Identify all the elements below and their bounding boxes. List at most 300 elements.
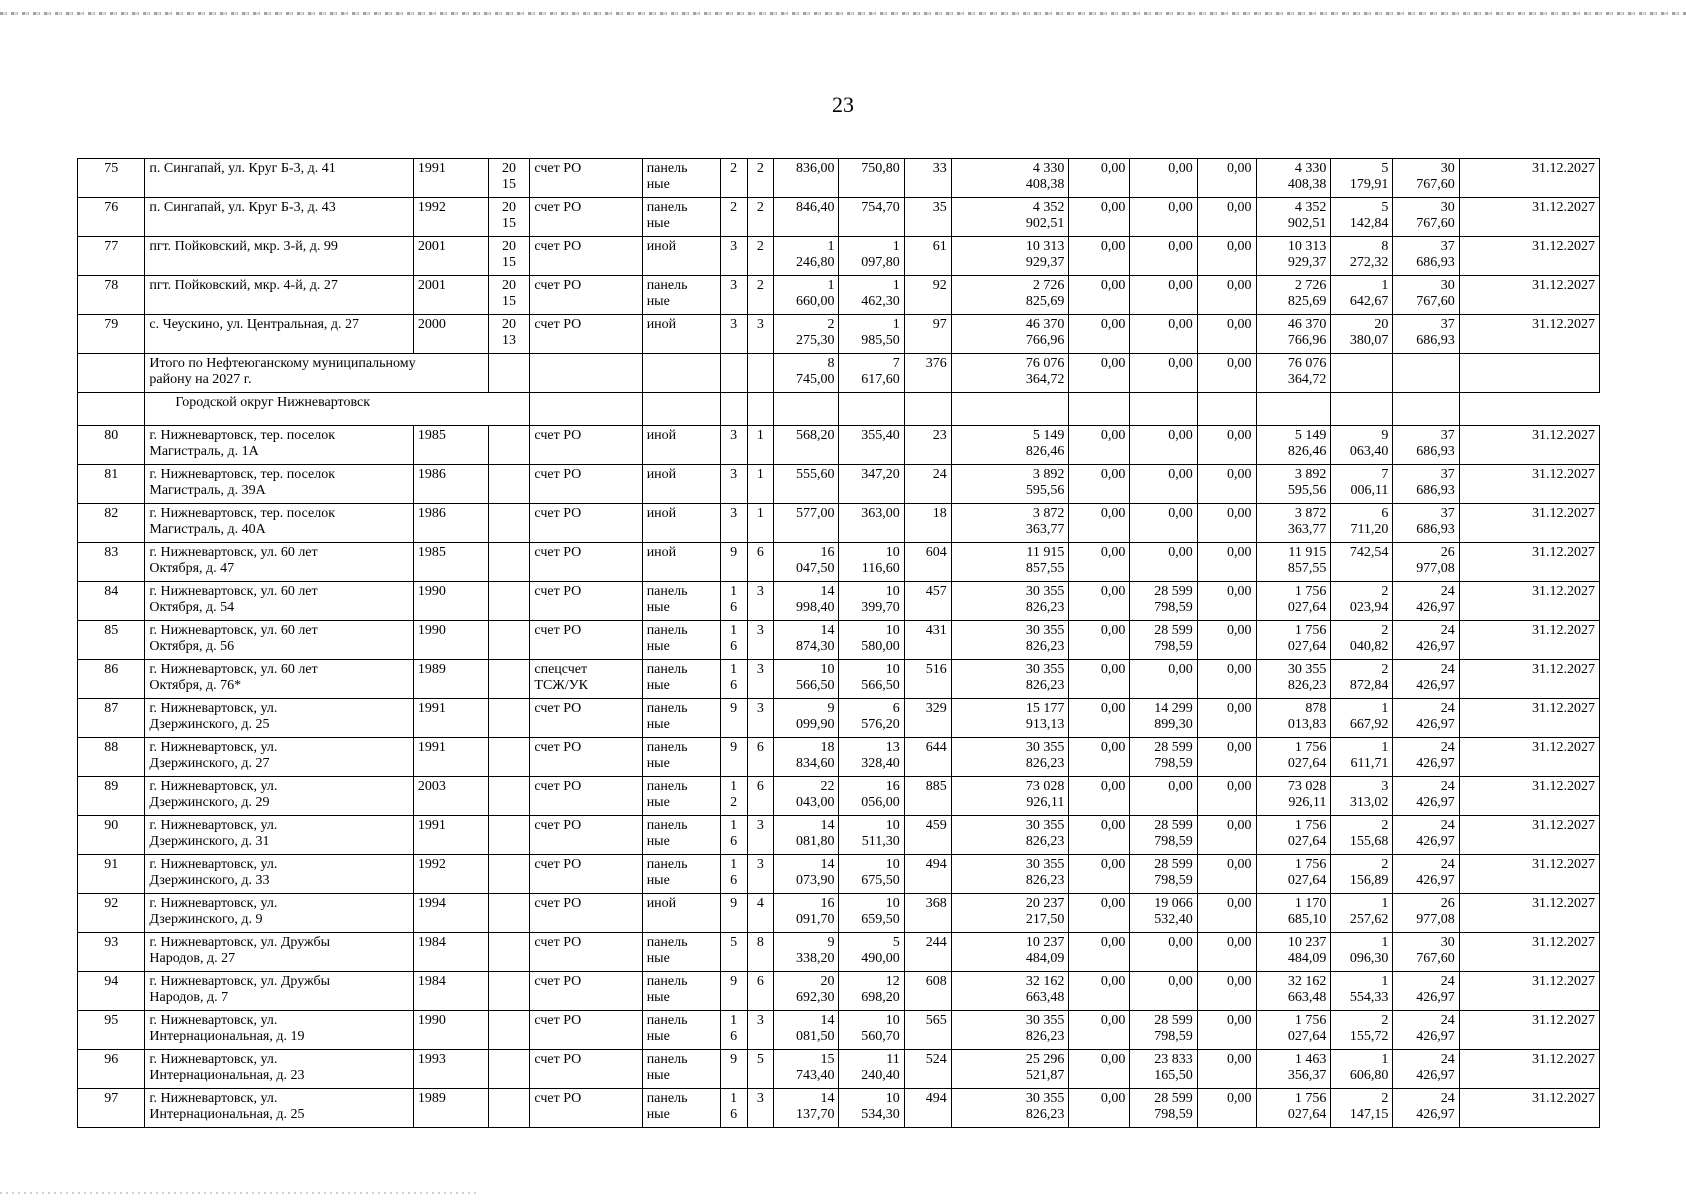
cell-entrances: 1 xyxy=(747,465,774,504)
cell-cost-total: 3 872 363,77 xyxy=(951,504,1069,543)
cell-fund-federal: 0,00 xyxy=(1069,198,1130,237)
cell-row-number: 91 xyxy=(78,855,145,894)
cell-area-total: 15 743,40 xyxy=(774,1050,839,1089)
cell-fund-local: 0,00 xyxy=(1197,855,1256,894)
cell-entrances: 3 xyxy=(747,855,774,894)
cell-row-number: 88 xyxy=(78,738,145,777)
cell-row-number: 87 xyxy=(78,699,145,738)
cell-fund-owners: 3 872 363,77 xyxy=(1256,504,1331,543)
cell-residents: 61 xyxy=(904,237,951,276)
table-row xyxy=(78,465,1600,504)
cell-limit-cost: 24 426,97 xyxy=(1393,1050,1459,1089)
cell-entrances: 1 xyxy=(747,426,774,465)
cell-cost-per-m2: 8 272,32 xyxy=(1331,237,1393,276)
cell-account-type: счет РО xyxy=(530,1050,642,1089)
cell-fund-federal: 0,00 xyxy=(1069,1050,1130,1089)
cell-deadline: 31.12.2027 xyxy=(1459,1011,1599,1050)
cell-fund-region: 28 599 798,59 xyxy=(1130,738,1197,777)
cell-entrances: 3 xyxy=(747,621,774,660)
cell-residents: 885 xyxy=(904,777,951,816)
cell-cost-total: 3 892 595,56 xyxy=(951,465,1069,504)
cell-cost-per-m2: 1 642,67 xyxy=(1331,276,1393,315)
cell-fund-region: 28 599 798,59 xyxy=(1130,1011,1197,1050)
table-row xyxy=(78,582,1600,621)
cell-account-type: счет РО xyxy=(530,738,642,777)
cell-entrances: 3 xyxy=(747,816,774,855)
cell-limit-cost: 30 767,60 xyxy=(1393,159,1459,198)
table-row xyxy=(78,1011,1600,1050)
cell-address: г. Нижневартовск, ул. Дружбы Народов, д. 7 xyxy=(145,972,413,1011)
cell-fund-local: 0,00 xyxy=(1197,465,1256,504)
cell-address: г. Нижневартовск, ул. Дружбы Народов, д. 27 xyxy=(145,933,413,972)
cell-row-number: 75 xyxy=(78,159,145,198)
housing-repair-table xyxy=(77,158,1600,1128)
cell-address: г. Нижневартовск, ул. 60 лет Октября, д. 47 xyxy=(145,543,413,582)
table-row xyxy=(78,699,1600,738)
cell-area-total: 14 874,30 xyxy=(774,621,839,660)
cell-row-number: 80 xyxy=(78,426,145,465)
cell-floors: 3 xyxy=(720,426,747,465)
cell-limit-cost: 24 426,97 xyxy=(1393,699,1459,738)
cell-wall-material: иной xyxy=(642,315,720,354)
cell-fund-federal: 0,00 xyxy=(1069,159,1130,198)
cell-area-total: 836,00 xyxy=(774,159,839,198)
cell-area-total: 846,40 xyxy=(774,198,839,237)
cell-deadline: 31.12.2027 xyxy=(1459,933,1599,972)
cell-floors: 1 6 xyxy=(720,1089,747,1128)
cell-entrances: 3 xyxy=(747,1089,774,1128)
cell-residents: 494 xyxy=(904,1089,951,1128)
cell-deadline: 31.12.2027 xyxy=(1459,159,1599,198)
cell-limit-cost: 26 977,08 xyxy=(1393,543,1459,582)
cell-residents: 516 xyxy=(904,660,951,699)
cell-deadline: 31.12.2027 xyxy=(1459,660,1599,699)
cell-entrances: 4 xyxy=(747,894,774,933)
cell-fund-local: 0,00 xyxy=(1197,972,1256,1011)
cell-floors: 1 6 xyxy=(720,816,747,855)
cell-fund-federal: 0,00 xyxy=(1069,1011,1130,1050)
cell-deadline: 31.12.2027 xyxy=(1459,855,1599,894)
cell-cost-total: 30 355 826,23 xyxy=(951,660,1069,699)
cell-floors: 9 xyxy=(720,738,747,777)
cell-area-total: 18 834,60 xyxy=(774,738,839,777)
cell-area-total: 14 137,70 xyxy=(774,1089,839,1128)
cell-cost-per-m2: 2 155,68 xyxy=(1331,816,1393,855)
table-row xyxy=(78,276,1600,315)
cell-area-living: 1 462,30 xyxy=(839,276,904,315)
cell-cost-total: 30 355 826,23 xyxy=(951,582,1069,621)
cell-floors: 3 xyxy=(720,504,747,543)
cell-wall-material: панель ные xyxy=(642,582,720,621)
cell-floors: 1 2 xyxy=(720,777,747,816)
cell-fund-region: 28 599 798,59 xyxy=(1130,816,1197,855)
cell-cost-total: 30 355 826,23 xyxy=(951,816,1069,855)
cell-row-number: 82 xyxy=(78,504,145,543)
table-total xyxy=(78,354,1600,426)
cell-wall-material: иной xyxy=(642,426,720,465)
cell-entrances: 2 xyxy=(747,276,774,315)
cell-floors: 5 xyxy=(720,933,747,972)
cell-fund-owners: 1 756 027,64 xyxy=(1256,1089,1331,1128)
cell-build-year: 1994 xyxy=(413,894,488,933)
cell-wall-material: панель ные xyxy=(642,276,720,315)
cell-address: пгт. Пойковский, мкр. 4-й, д. 27 xyxy=(145,276,413,315)
cell-area-total: 16 091,70 xyxy=(774,894,839,933)
cell-entrances: 5 xyxy=(747,1050,774,1089)
cell-fund-owners: 46 370 766,96 xyxy=(1256,315,1331,354)
total-fund-owners: 76 076 364,72 xyxy=(1256,354,1331,393)
cell-row-number: 85 xyxy=(78,621,145,660)
cell-fund-local: 0,00 xyxy=(1197,159,1256,198)
cell-wall-material: панель ные xyxy=(642,660,720,699)
cell-area-living: 355,40 xyxy=(839,426,904,465)
cell-area-living: 754,70 xyxy=(839,198,904,237)
cell-cost-per-m2: 5 142,84 xyxy=(1331,198,1393,237)
cell-residents: 35 xyxy=(904,198,951,237)
cell-fund-federal: 0,00 xyxy=(1069,582,1130,621)
cell-row-number: 93 xyxy=(78,933,145,972)
cell-cost-total: 20 237 217,50 xyxy=(951,894,1069,933)
cell-limit-cost: 30 767,60 xyxy=(1393,933,1459,972)
cell-fund-local: 0,00 xyxy=(1197,276,1256,315)
cell-area-total: 2 275,30 xyxy=(774,315,839,354)
cell-cost-total: 10 237 484,09 xyxy=(951,933,1069,972)
cell-limit-cost: 26 977,08 xyxy=(1393,894,1459,933)
table-row xyxy=(78,237,1600,276)
table-row xyxy=(78,426,1600,465)
cell-deadline: 31.12.2027 xyxy=(1459,543,1599,582)
cell-area-total: 14 081,80 xyxy=(774,816,839,855)
cell-deadline: 31.12.2027 xyxy=(1459,1089,1599,1128)
cell-fund-region: 23 833 165,50 xyxy=(1130,1050,1197,1089)
section-row xyxy=(78,393,1600,426)
cell-row-number: 77 xyxy=(78,237,145,276)
cell-floors: 3 xyxy=(720,315,747,354)
cell-residents: 33 xyxy=(904,159,951,198)
cell-account-type: счет РО xyxy=(530,426,642,465)
cell-deadline: 31.12.2027 xyxy=(1459,738,1599,777)
total-residents: 376 xyxy=(904,354,951,393)
cell-fund-owners: 10 313 929,37 xyxy=(1256,237,1331,276)
cell-area-total: 14 998,40 xyxy=(774,582,839,621)
cell-address: г. Нижневартовск, ул. Дзержинского, д. 29 xyxy=(145,777,413,816)
cell-last-repair-year xyxy=(488,933,530,972)
cell-area-living: 6 576,20 xyxy=(839,699,904,738)
cell-build-year: 1985 xyxy=(413,426,488,465)
cell-cost-total: 30 355 826,23 xyxy=(951,738,1069,777)
cell-floors: 1 6 xyxy=(720,660,747,699)
cell-deadline: 31.12.2027 xyxy=(1459,426,1599,465)
cell-area-total: 10 566,50 xyxy=(774,660,839,699)
cell-last-repair-year: 20 15 xyxy=(488,237,530,276)
cell-fund-owners: 4 352 902,51 xyxy=(1256,198,1331,237)
table-row xyxy=(78,777,1600,816)
cell-fund-federal: 0,00 xyxy=(1069,465,1130,504)
cell-fund-owners: 878 013,83 xyxy=(1256,699,1331,738)
cell-account-type: счет РО xyxy=(530,237,642,276)
cell-address: г. Нижневартовск, тер. поселок Магистраль, д. 39А xyxy=(145,465,413,504)
cell-fund-local: 0,00 xyxy=(1197,237,1256,276)
cell-row-number: 86 xyxy=(78,660,145,699)
cell-entrances: 8 xyxy=(747,933,774,972)
cell-deadline: 31.12.2027 xyxy=(1459,894,1599,933)
cell-area-living: 5 490,00 xyxy=(839,933,904,972)
cell-row-number: 92 xyxy=(78,894,145,933)
cell-account-type: счет РО xyxy=(530,933,642,972)
cell-floors: 3 xyxy=(720,237,747,276)
table-row xyxy=(78,159,1600,198)
cell-area-living: 12 698,20 xyxy=(839,972,904,1011)
cell-fund-federal: 0,00 xyxy=(1069,738,1130,777)
cell-area-living: 10 560,70 xyxy=(839,1011,904,1050)
cell-cost-total: 4 330 408,38 xyxy=(951,159,1069,198)
cell-fund-federal: 0,00 xyxy=(1069,972,1130,1011)
cell-fund-owners: 32 162 663,48 xyxy=(1256,972,1331,1011)
cell-wall-material: панель ные xyxy=(642,198,720,237)
table-row xyxy=(78,315,1600,354)
cell-entrances: 2 xyxy=(747,159,774,198)
cell-account-type: счет РО xyxy=(530,276,642,315)
cell-deadline: 31.12.2027 xyxy=(1459,315,1599,354)
cell-residents: 368 xyxy=(904,894,951,933)
cell-cost-per-m2: 2 155,72 xyxy=(1331,1011,1393,1050)
cell-account-type: спецсчет ТСЖ/УК xyxy=(530,660,642,699)
cell-residents: 565 xyxy=(904,1011,951,1050)
cell-wall-material: панель ные xyxy=(642,1050,720,1089)
total-fund-federal: 0,00 xyxy=(1069,354,1130,393)
cell-fund-local: 0,00 xyxy=(1197,315,1256,354)
cell-residents: 604 xyxy=(904,543,951,582)
cell-fund-local: 0,00 xyxy=(1197,1011,1256,1050)
cell-fund-region: 0,00 xyxy=(1130,237,1197,276)
cell-account-type: счет РО xyxy=(530,894,642,933)
cell-fund-local: 0,00 xyxy=(1197,426,1256,465)
cell-row-number: 95 xyxy=(78,1011,145,1050)
cell-address: п. Сингапай, ул. Круг Б-3, д. 43 xyxy=(145,198,413,237)
cell-limit-cost: 37 686,93 xyxy=(1393,315,1459,354)
cell-floors: 1 6 xyxy=(720,582,747,621)
table-row xyxy=(78,1050,1600,1089)
cell-residents: 92 xyxy=(904,276,951,315)
cell-row-number: 79 xyxy=(78,315,145,354)
cell-cost-total: 15 177 913,13 xyxy=(951,699,1069,738)
cell-last-repair-year xyxy=(488,582,530,621)
cell-floors: 9 xyxy=(720,894,747,933)
cell-deadline: 31.12.2027 xyxy=(1459,504,1599,543)
cell-fund-owners: 73 028 926,11 xyxy=(1256,777,1331,816)
cell-area-total: 1 660,00 xyxy=(774,276,839,315)
cell-wall-material: панель ные xyxy=(642,1089,720,1128)
cell-fund-local: 0,00 xyxy=(1197,198,1256,237)
cell-build-year: 1991 xyxy=(413,699,488,738)
cell-fund-region: 0,00 xyxy=(1130,198,1197,237)
cell-last-repair-year xyxy=(488,738,530,777)
cell-build-year: 1991 xyxy=(413,159,488,198)
cell-wall-material: панель ные xyxy=(642,777,720,816)
cell-fund-region: 28 599 798,59 xyxy=(1130,621,1197,660)
cell-fund-local: 0,00 xyxy=(1197,738,1256,777)
cell-area-living: 10 116,60 xyxy=(839,543,904,582)
cell-entrances: 3 xyxy=(747,660,774,699)
cell-cost-per-m2: 1 096,30 xyxy=(1331,933,1393,972)
cell-fund-owners: 1 756 027,64 xyxy=(1256,582,1331,621)
cell-floors: 9 xyxy=(720,972,747,1011)
cell-address: г. Нижневартовск, ул. Дзержинского, д. 31 xyxy=(145,816,413,855)
table-body-nizhnevartovsk xyxy=(78,426,1600,1128)
cell-cost-total: 2 726 825,69 xyxy=(951,276,1069,315)
cell-address: г. Нижневартовск, тер. поселок Магистраль, д. 40А xyxy=(145,504,413,543)
cell-floors: 1 6 xyxy=(720,1011,747,1050)
cell-account-type: счет РО xyxy=(530,465,642,504)
cell-last-repair-year xyxy=(488,621,530,660)
cell-address: г. Нижневартовск, ул. Интернациональная, д. 25 xyxy=(145,1089,413,1128)
cell-floors: 1 6 xyxy=(720,621,747,660)
cell-account-type: счет РО xyxy=(530,315,642,354)
cell-residents: 494 xyxy=(904,855,951,894)
cell-limit-cost: 24 426,97 xyxy=(1393,816,1459,855)
table-row xyxy=(78,894,1600,933)
cell-limit-cost: 37 686,93 xyxy=(1393,504,1459,543)
cell-cost-total: 10 313 929,37 xyxy=(951,237,1069,276)
cell-residents: 329 xyxy=(904,699,951,738)
cell-wall-material: панель ные xyxy=(642,738,720,777)
cell-wall-material: иной xyxy=(642,237,720,276)
cell-deadline: 31.12.2027 xyxy=(1459,276,1599,315)
cell-fund-local: 0,00 xyxy=(1197,816,1256,855)
cell-area-total: 20 692,30 xyxy=(774,972,839,1011)
cell-limit-cost: 30 767,60 xyxy=(1393,198,1459,237)
cell-fund-local: 0,00 xyxy=(1197,894,1256,933)
cell-address: п. Сингапай, ул. Круг Б-3, д. 41 xyxy=(145,159,413,198)
table-row xyxy=(78,543,1600,582)
cell-fund-federal: 0,00 xyxy=(1069,1089,1130,1128)
cell-fund-owners: 11 915 857,55 xyxy=(1256,543,1331,582)
cell-cost-total: 73 028 926,11 xyxy=(951,777,1069,816)
table-row xyxy=(78,621,1600,660)
cell-fund-federal: 0,00 xyxy=(1069,777,1130,816)
scan-edge-top xyxy=(0,12,1686,15)
cell-row-number: 89 xyxy=(78,777,145,816)
cell-last-repair-year: 20 15 xyxy=(488,276,530,315)
cell-residents: 644 xyxy=(904,738,951,777)
cell-last-repair-year xyxy=(488,777,530,816)
cell-residents: 431 xyxy=(904,621,951,660)
cell-residents: 18 xyxy=(904,504,951,543)
cell-fund-owners: 3 892 595,56 xyxy=(1256,465,1331,504)
cell-limit-cost: 24 426,97 xyxy=(1393,855,1459,894)
table-row xyxy=(78,972,1600,1011)
cell-deadline: 31.12.2027 xyxy=(1459,972,1599,1011)
cell-limit-cost: 24 426,97 xyxy=(1393,660,1459,699)
cell-residents: 97 xyxy=(904,315,951,354)
cell-cost-per-m2: 2 023,94 xyxy=(1331,582,1393,621)
cell-wall-material: иной xyxy=(642,504,720,543)
cell-fund-federal: 0,00 xyxy=(1069,426,1130,465)
cell-build-year: 2001 xyxy=(413,237,488,276)
cell-cost-per-m2: 2 147,15 xyxy=(1331,1089,1393,1128)
cell-row-number: 97 xyxy=(78,1089,145,1128)
cell-cost-total: 4 352 902,51 xyxy=(951,198,1069,237)
cell-last-repair-year xyxy=(488,543,530,582)
cell-last-repair-year xyxy=(488,1089,530,1128)
cell-fund-federal: 0,00 xyxy=(1069,543,1130,582)
cell-account-type: счет РО xyxy=(530,198,642,237)
cell-entrances: 6 xyxy=(747,777,774,816)
cell-address: пгт. Пойковский, мкр. 3-й, д. 99 xyxy=(145,237,413,276)
cell-area-living: 1 985,50 xyxy=(839,315,904,354)
cell-address: г. Нижневартовск, ул. 60 лет Октября, д. 76* xyxy=(145,660,413,699)
cell-floors: 9 xyxy=(720,699,747,738)
cell-fund-region: 0,00 xyxy=(1130,777,1197,816)
cell-cost-per-m2: 7 006,11 xyxy=(1331,465,1393,504)
cell-fund-local: 0,00 xyxy=(1197,504,1256,543)
cell-fund-owners: 10 237 484,09 xyxy=(1256,933,1331,972)
cell-address: с. Чеускино, ул. Центральная, д. 27 xyxy=(145,315,413,354)
cell-fund-region: 14 299 899,30 xyxy=(1130,699,1197,738)
cell-wall-material: панель ные xyxy=(642,621,720,660)
table-row xyxy=(78,1089,1600,1128)
cell-area-living: 10 566,50 xyxy=(839,660,904,699)
cell-area-living: 10 399,70 xyxy=(839,582,904,621)
cell-fund-federal: 0,00 xyxy=(1069,660,1130,699)
total-cost: 76 076 364,72 xyxy=(951,354,1069,393)
cell-build-year: 1989 xyxy=(413,660,488,699)
cell-area-living: 13 328,40 xyxy=(839,738,904,777)
cell-fund-region: 0,00 xyxy=(1130,276,1197,315)
cell-cost-per-m2: 742,54 xyxy=(1331,543,1393,582)
cell-build-year: 1992 xyxy=(413,855,488,894)
cell-wall-material: панель ные xyxy=(642,933,720,972)
cell-fund-federal: 0,00 xyxy=(1069,621,1130,660)
cell-build-year: 1991 xyxy=(413,738,488,777)
cell-entrances: 3 xyxy=(747,1011,774,1050)
cell-residents: 459 xyxy=(904,816,951,855)
cell-deadline: 31.12.2027 xyxy=(1459,816,1599,855)
cell-residents: 524 xyxy=(904,1050,951,1089)
cell-entrances: 2 xyxy=(747,198,774,237)
table-row xyxy=(78,738,1600,777)
cell-last-repair-year xyxy=(488,855,530,894)
table-body-nefteyugansk xyxy=(78,159,1600,354)
cell-cost-per-m2: 5 179,91 xyxy=(1331,159,1393,198)
cell-account-type: счет РО xyxy=(530,159,642,198)
cell-area-living: 1 097,80 xyxy=(839,237,904,276)
cell-fund-owners: 1 170 685,10 xyxy=(1256,894,1331,933)
cell-entrances: 3 xyxy=(747,582,774,621)
cell-deadline: 31.12.2027 xyxy=(1459,777,1599,816)
cell-fund-federal: 0,00 xyxy=(1069,276,1130,315)
cell-cost-total: 11 915 857,55 xyxy=(951,543,1069,582)
cell-wall-material: иной xyxy=(642,894,720,933)
cell-cost-total: 5 149 826,46 xyxy=(951,426,1069,465)
cell-area-total: 568,20 xyxy=(774,426,839,465)
cell-row-number: 84 xyxy=(78,582,145,621)
cell-area-living: 10 675,50 xyxy=(839,855,904,894)
cell-residents: 23 xyxy=(904,426,951,465)
cell-last-repair-year: 20 13 xyxy=(488,315,530,354)
cell-limit-cost: 37 686,93 xyxy=(1393,465,1459,504)
cell-fund-federal: 0,00 xyxy=(1069,315,1130,354)
cell-area-total: 9 338,20 xyxy=(774,933,839,972)
cell-floors: 2 xyxy=(720,159,747,198)
cell-area-total: 1 246,80 xyxy=(774,237,839,276)
cell-row-number: 83 xyxy=(78,543,145,582)
cell-wall-material: панель ные xyxy=(642,699,720,738)
cell-limit-cost: 24 426,97 xyxy=(1393,738,1459,777)
cell-fund-owners: 1 756 027,64 xyxy=(1256,621,1331,660)
cell-fund-local: 0,00 xyxy=(1197,582,1256,621)
cell-floors: 2 xyxy=(720,198,747,237)
